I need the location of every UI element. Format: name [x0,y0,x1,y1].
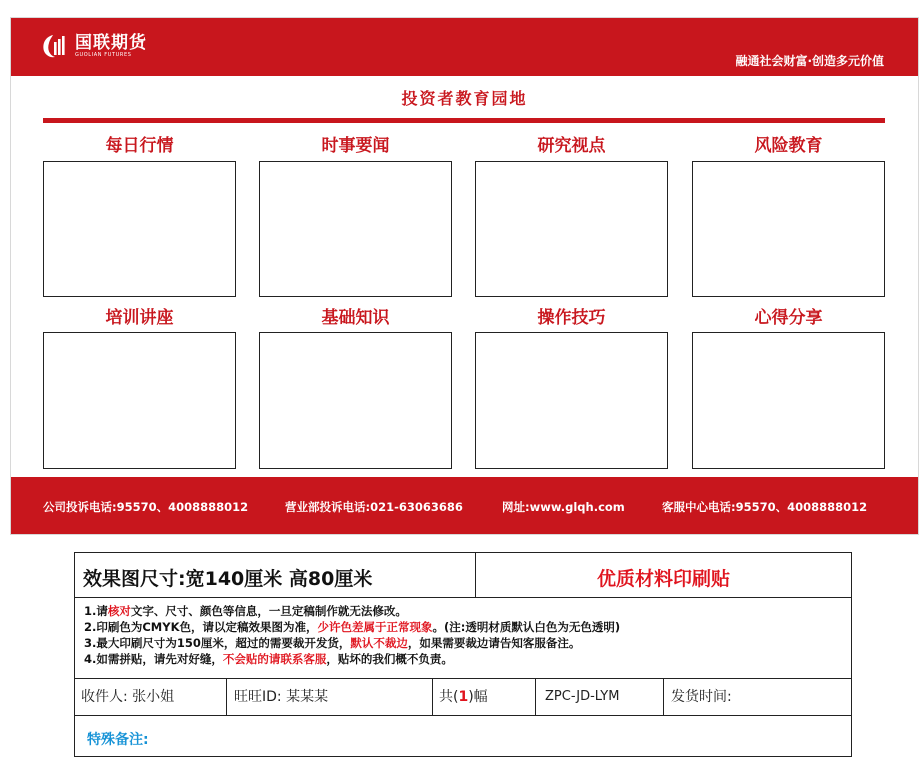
note-text: 文字、尺寸、颜色等信息，一旦定稿制作就无法修改。 [130,604,407,618]
cell-divider [663,679,664,715]
content-box-training [43,332,236,469]
footer-complaint-phone: 公司投诉电话:95570、4008888012 [43,500,249,514]
quality-label: 优质材料印刷贴 [596,568,730,590]
content-box-basics [259,332,452,469]
footer-service-phone: 客服中心电话:95570、4008888012 [662,500,868,514]
note-text: ，贴坏的我们概不负责。 [326,652,453,666]
size-label: 效果图尺寸: [83,568,186,590]
section-label-risk-education: 风险教育 [754,136,823,156]
ship-time: 发货时间: [671,689,732,705]
slogan: 融通社会财富·创造多元价值 [735,54,884,68]
board-title: 投资者教育园地 [401,89,528,108]
note-text: 2.印刷色为CMYK色，请以定稿效果图为准， [84,620,318,634]
section-label-research: 研究视点 [537,136,606,156]
note-line [84,651,620,667]
notes-list [84,603,620,667]
order-form [74,552,852,757]
section-label-news: 时事要闻 [321,136,390,156]
cell-divider [535,679,536,715]
content-box-techniques [475,332,668,469]
note-highlight: 少许色差属于正常现象 [317,620,433,634]
footer-bar [11,477,918,534]
guolian-logo-icon [41,33,69,59]
note-text: 3.最大印刷尺寸为150厘米，超过的需要裁开发货， [84,636,351,650]
content-box-daily-market [43,161,236,297]
count-prefix: 共( [439,689,459,705]
recipient: 收件人: 张小姐 [81,689,175,705]
wangwang-id: 旺旺ID: 某某某 [234,689,329,705]
note-line [84,619,620,635]
note-highlight: 不会贴的请联系客服 [222,652,327,666]
size-value: 宽140厘米 高80厘米 [185,568,373,590]
section-label-basics: 基础知识 [321,308,390,328]
footer-branch-phone: 营业部投诉电话:021-63063686 [285,500,463,514]
cell-divider [226,679,227,715]
content-box-research [475,161,668,297]
note-highlight: 核对 [107,604,131,618]
logo-cn: 国联期货 [75,32,147,53]
note-line [84,603,620,619]
section-label-daily-market: 每日行情 [105,136,174,156]
header-bar [11,18,918,76]
count-suffix: )幅 [468,689,488,705]
form-row-size [75,553,851,598]
note-text: 。(注:透明材质默认白色为无色透明) [432,620,621,634]
note-line [84,635,620,651]
content-box-news [259,161,452,297]
poster-board [10,17,919,535]
cell-divider [432,679,433,715]
special-remarks-label: 特殊备注: [87,732,149,748]
title-divider [43,118,885,123]
section-label-techniques: 操作技巧 [537,308,606,328]
content-box-risk-education [692,161,885,297]
note-text: 4.如需拼贴，请先对好缝， [84,652,223,666]
note-text: ，如果需要裁边请告知客服备注。 [407,636,581,650]
size-text [83,564,372,591]
content-box-experience [692,332,885,469]
product-code: ZPC-JD-LYM [545,689,620,704]
note-highlight: 默认不裁边 [350,636,408,650]
logo [41,33,147,59]
panel-count [439,679,488,715]
form-row-order-info [75,678,851,716]
section-label-training: 培训讲座 [105,308,174,328]
count-value: 1 [458,689,469,705]
note-text: 1.请 [84,604,108,618]
section-label-experience: 心得分享 [754,308,823,328]
logo-en: GUOLIAN FUTURES [75,51,132,58]
footer-website: 网址:www.glqh.com [502,500,625,514]
